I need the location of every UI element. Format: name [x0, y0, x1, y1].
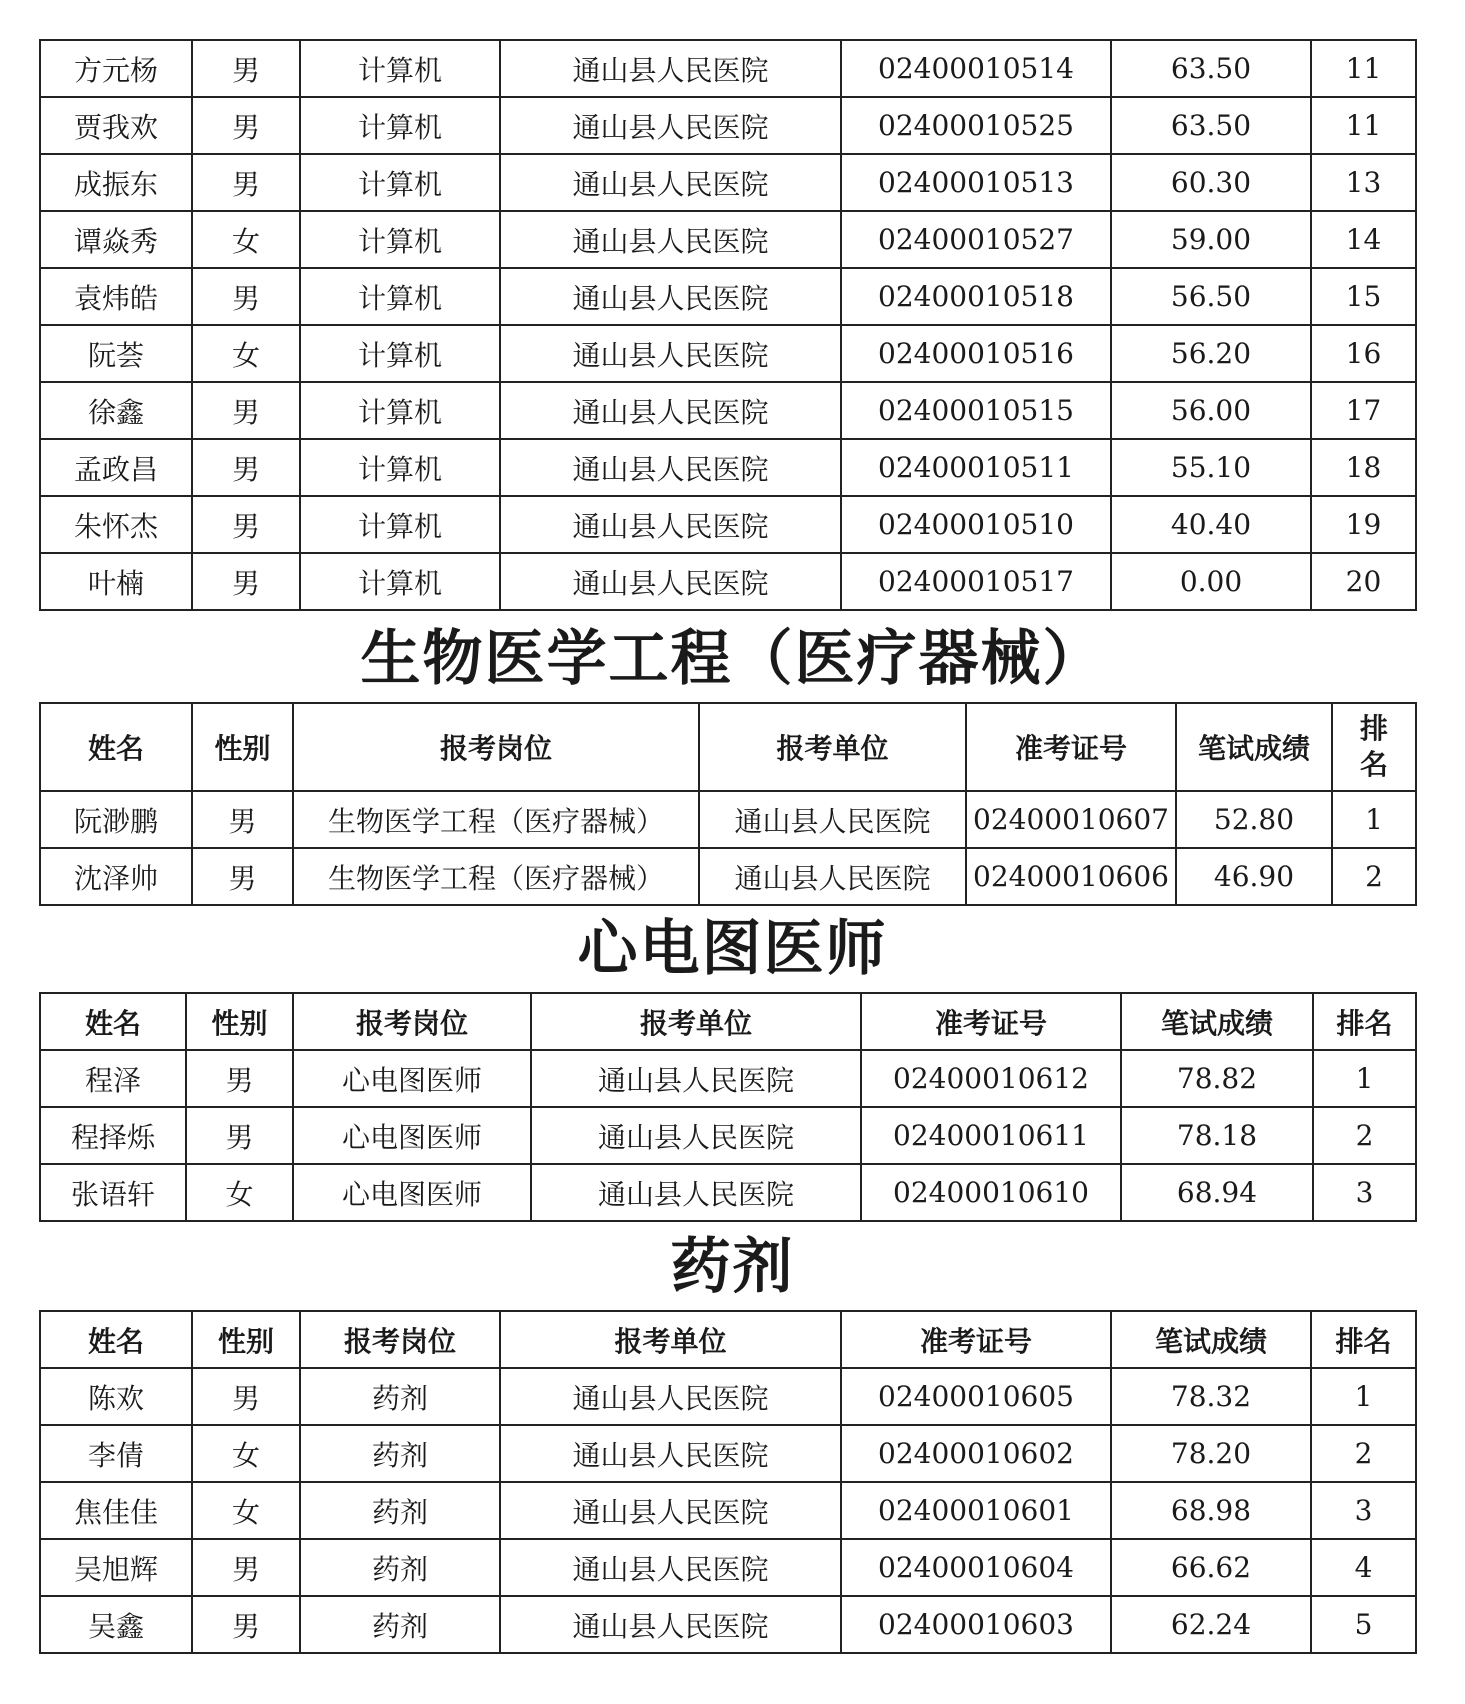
table-row — [40, 496, 1416, 553]
table-row — [40, 1368, 1416, 1425]
cell-ticket: 02400010525 — [841, 97, 1111, 154]
cell-rank: 1 — [1332, 791, 1416, 848]
cell-unit: 通山县人民医院 — [500, 553, 841, 610]
header-unit: 报考单位 — [699, 703, 966, 791]
cell-name: 谭焱秀 — [40, 211, 192, 268]
cell-rank: 15 — [1311, 268, 1416, 325]
table-header-row — [40, 993, 1416, 1050]
cell-name: 张语轩 — [40, 1164, 186, 1221]
cell-post: 生物医学工程（医疗器械） — [293, 848, 699, 905]
cell-post: 药剂 — [300, 1482, 500, 1539]
cell-gender: 男 — [192, 1539, 300, 1596]
cell-rank: 11 — [1311, 97, 1416, 154]
cell-unit: 通山县人民医院 — [500, 1596, 841, 1653]
cell-ticket: 02400010527 — [841, 211, 1111, 268]
cell-score: 56.00 — [1111, 382, 1311, 439]
cell-unit: 通山县人民医院 — [500, 154, 841, 211]
header-score: 笔试成绩 — [1176, 703, 1332, 791]
table-row — [40, 268, 1416, 325]
cell-unit: 通山县人民医院 — [500, 496, 841, 553]
cell-name: 李倩 — [40, 1425, 192, 1482]
table-row — [40, 791, 1416, 848]
cell-gender: 男 — [192, 496, 300, 553]
cell-ticket: 02400010511 — [841, 439, 1111, 496]
cell-name: 朱怀杰 — [40, 496, 192, 553]
table-row — [40, 1050, 1416, 1107]
cell-gender: 男 — [192, 791, 293, 848]
table-row — [40, 553, 1416, 610]
table-row — [40, 211, 1416, 268]
cell-gender: 男 — [192, 1368, 300, 1425]
cell-rank: 18 — [1311, 439, 1416, 496]
cell-score: 63.50 — [1111, 97, 1311, 154]
table-row — [40, 154, 1416, 211]
cell-post: 计算机 — [300, 97, 500, 154]
cell-ticket: 02400010604 — [841, 1539, 1111, 1596]
cell-score: 62.24 — [1111, 1596, 1311, 1653]
cell-post: 药剂 — [300, 1539, 500, 1596]
header-gender: 性别 — [192, 703, 293, 791]
cell-unit: 通山县人民医院 — [699, 848, 966, 905]
table-row — [40, 1482, 1416, 1539]
cell-rank: 4 — [1311, 1539, 1416, 1596]
cell-unit: 通山县人民医院 — [500, 1539, 841, 1596]
cell-score: 55.10 — [1111, 439, 1311, 496]
cell-post: 心电图医师 — [293, 1107, 531, 1164]
cell-rank: 13 — [1311, 154, 1416, 211]
header-rank: 排名 — [1311, 1311, 1416, 1368]
cell-unit: 通山县人民医院 — [699, 791, 966, 848]
cell-rank: 5 — [1311, 1596, 1416, 1653]
table-row — [40, 97, 1416, 154]
cell-ticket: 02400010518 — [841, 268, 1111, 325]
table-header-row — [40, 703, 1416, 791]
cell-unit: 通山县人民医院 — [500, 1425, 841, 1482]
cell-ticket: 02400010606 — [966, 848, 1176, 905]
cell-name: 阮荟 — [40, 325, 192, 382]
cell-rank: 14 — [1311, 211, 1416, 268]
cell-ticket: 02400010601 — [841, 1482, 1111, 1539]
header-rank-line1: 排 — [1359, 712, 1388, 745]
cell-ticket: 02400010603 — [841, 1596, 1111, 1653]
cell-name: 方元杨 — [40, 40, 192, 97]
cell-unit: 通山县人民医院 — [531, 1164, 861, 1221]
cell-gender: 男 — [192, 97, 300, 154]
cell-gender: 女 — [186, 1164, 293, 1221]
section-title-ecg: 心电图医师 — [577, 914, 888, 984]
table-row — [40, 40, 1416, 97]
header-rank — [1332, 703, 1416, 791]
cell-post: 药剂 — [300, 1596, 500, 1653]
cell-score: 40.40 — [1111, 496, 1311, 553]
cell-rank: 19 — [1311, 496, 1416, 553]
cell-post: 计算机 — [300, 268, 500, 325]
section-title-bme: 生物医学工程（医疗器械） — [360, 624, 1105, 694]
cell-name: 程择烁 — [40, 1107, 186, 1164]
cell-gender: 女 — [192, 325, 300, 382]
cell-gender: 男 — [192, 848, 293, 905]
cell-unit: 通山县人民医院 — [500, 1482, 841, 1539]
cell-ticket: 02400010516 — [841, 325, 1111, 382]
cell-score: 66.62 — [1111, 1539, 1311, 1596]
cell-post: 计算机 — [300, 382, 500, 439]
header-rank: 排名 — [1313, 993, 1416, 1050]
cell-ticket: 02400010611 — [861, 1107, 1121, 1164]
header-name: 姓名 — [40, 993, 186, 1050]
cell-score: 59.00 — [1111, 211, 1311, 268]
cell-score: 68.94 — [1121, 1164, 1313, 1221]
cell-score: 60.30 — [1111, 154, 1311, 211]
cell-rank: 3 — [1313, 1164, 1416, 1221]
cell-ticket: 02400010612 — [861, 1050, 1121, 1107]
cell-gender: 男 — [186, 1107, 293, 1164]
cell-gender: 男 — [192, 268, 300, 325]
header-rank-line2: 名 — [1359, 748, 1388, 781]
cell-ticket: 02400010605 — [841, 1368, 1111, 1425]
cell-rank: 11 — [1311, 40, 1416, 97]
cell-gender: 男 — [192, 1596, 300, 1653]
cell-post: 计算机 — [300, 40, 500, 97]
cell-score: 68.98 — [1111, 1482, 1311, 1539]
cell-name: 吴鑫 — [40, 1596, 192, 1653]
cell-score: 63.50 — [1111, 40, 1311, 97]
header-score: 笔试成绩 — [1121, 993, 1313, 1050]
cell-gender: 男 — [192, 40, 300, 97]
header-gender: 性别 — [192, 1311, 300, 1368]
cell-score: 52.80 — [1176, 791, 1332, 848]
cell-name: 吴旭辉 — [40, 1539, 192, 1596]
cell-unit: 通山县人民医院 — [500, 97, 841, 154]
cell-name: 贾我欢 — [40, 97, 192, 154]
cell-name: 孟政昌 — [40, 439, 192, 496]
table-row — [40, 1164, 1416, 1221]
cell-name: 成振东 — [40, 154, 192, 211]
cell-ticket: 02400010514 — [841, 40, 1111, 97]
header-gender: 性别 — [186, 993, 293, 1050]
cell-score: 46.90 — [1176, 848, 1332, 905]
header-ticket: 准考证号 — [841, 1311, 1111, 1368]
cell-post: 计算机 — [300, 496, 500, 553]
cell-ticket: 02400010607 — [966, 791, 1176, 848]
cell-gender: 男 — [192, 154, 300, 211]
cell-unit: 通山县人民医院 — [500, 1368, 841, 1425]
cell-rank: 1 — [1311, 1368, 1416, 1425]
table-row — [40, 439, 1416, 496]
cell-gender: 男 — [186, 1050, 293, 1107]
cell-score: 78.82 — [1121, 1050, 1313, 1107]
cell-name: 袁炜皓 — [40, 268, 192, 325]
ecg-results-body — [40, 1050, 1416, 1221]
table-row — [40, 848, 1416, 905]
cell-gender: 男 — [192, 439, 300, 496]
cell-score: 78.32 — [1111, 1368, 1311, 1425]
section-title-pharmacy: 药剂 — [670, 1232, 795, 1302]
cell-gender: 女 — [192, 211, 300, 268]
table-row — [40, 1425, 1416, 1482]
cell-post: 计算机 — [300, 439, 500, 496]
ecg-results-table — [39, 992, 1417, 1222]
cell-name: 徐鑫 — [40, 382, 192, 439]
cell-name: 叶楠 — [40, 553, 192, 610]
cell-rank: 17 — [1311, 382, 1416, 439]
cell-post: 药剂 — [300, 1425, 500, 1482]
cell-ticket: 02400010602 — [841, 1425, 1111, 1482]
cell-gender: 男 — [192, 382, 300, 439]
cell-ticket: 02400010517 — [841, 553, 1111, 610]
cell-post: 计算机 — [300, 211, 500, 268]
cell-score: 78.20 — [1111, 1425, 1311, 1482]
header-post: 报考岗位 — [293, 703, 699, 791]
cell-rank: 2 — [1311, 1425, 1416, 1482]
cell-gender: 女 — [192, 1482, 300, 1539]
cell-gender: 男 — [192, 553, 300, 610]
cell-post: 计算机 — [300, 325, 500, 382]
cell-ticket: 02400010513 — [841, 154, 1111, 211]
bme-results-body — [40, 791, 1416, 905]
table-row — [40, 1539, 1416, 1596]
header-post: 报考岗位 — [300, 1311, 500, 1368]
cell-ticket: 02400010515 — [841, 382, 1111, 439]
cell-gender: 女 — [192, 1425, 300, 1482]
cell-post: 生物医学工程（医疗器械） — [293, 791, 699, 848]
cell-score: 56.50 — [1111, 268, 1311, 325]
header-ticket: 准考证号 — [966, 703, 1176, 791]
cell-rank: 2 — [1313, 1107, 1416, 1164]
header-score: 笔试成绩 — [1111, 1311, 1311, 1368]
cell-name: 焦佳佳 — [40, 1482, 192, 1539]
pharmacy-results-body — [40, 1368, 1416, 1653]
cell-name: 阮渺鹏 — [40, 791, 192, 848]
cell-score: 0.00 — [1111, 553, 1311, 610]
cell-score: 78.18 — [1121, 1107, 1313, 1164]
pharmacy-results-table — [39, 1310, 1417, 1654]
cell-ticket: 02400010610 — [861, 1164, 1121, 1221]
header-ticket: 准考证号 — [861, 993, 1121, 1050]
table-row — [40, 1596, 1416, 1653]
header-post: 报考岗位 — [293, 993, 531, 1050]
bme-results-table — [39, 702, 1417, 906]
cell-score: 56.20 — [1111, 325, 1311, 382]
cell-unit: 通山县人民医院 — [500, 40, 841, 97]
cell-rank: 16 — [1311, 325, 1416, 382]
cell-rank: 2 — [1332, 848, 1416, 905]
cell-ticket: 02400010510 — [841, 496, 1111, 553]
cell-name: 沈泽帅 — [40, 848, 192, 905]
cell-name: 程泽 — [40, 1050, 186, 1107]
cell-rank: 1 — [1313, 1050, 1416, 1107]
cell-rank: 20 — [1311, 553, 1416, 610]
header-unit: 报考单位 — [531, 993, 861, 1050]
header-unit: 报考单位 — [500, 1311, 841, 1368]
header-name: 姓名 — [40, 1311, 192, 1368]
computer-results-table — [39, 39, 1417, 611]
cell-unit: 通山县人民医院 — [500, 211, 841, 268]
header-name: 姓名 — [40, 703, 192, 791]
cell-unit: 通山县人民医院 — [500, 268, 841, 325]
cell-rank: 3 — [1311, 1482, 1416, 1539]
table-row — [40, 1107, 1416, 1164]
cell-unit: 通山县人民医院 — [500, 325, 841, 382]
cell-unit: 通山县人民医院 — [500, 382, 841, 439]
cell-post: 计算机 — [300, 553, 500, 610]
table-row — [40, 325, 1416, 382]
cell-unit: 通山县人民医院 — [500, 439, 841, 496]
cell-unit: 通山县人民医院 — [531, 1050, 861, 1107]
table-row — [40, 382, 1416, 439]
cell-post: 药剂 — [300, 1368, 500, 1425]
computer-results-body — [40, 40, 1416, 610]
cell-post: 心电图医师 — [293, 1050, 531, 1107]
cell-name: 陈欢 — [40, 1368, 192, 1425]
cell-post: 心电图医师 — [293, 1164, 531, 1221]
table-header-row — [40, 1311, 1416, 1368]
cell-post: 计算机 — [300, 154, 500, 211]
cell-unit: 通山县人民医院 — [531, 1107, 861, 1164]
